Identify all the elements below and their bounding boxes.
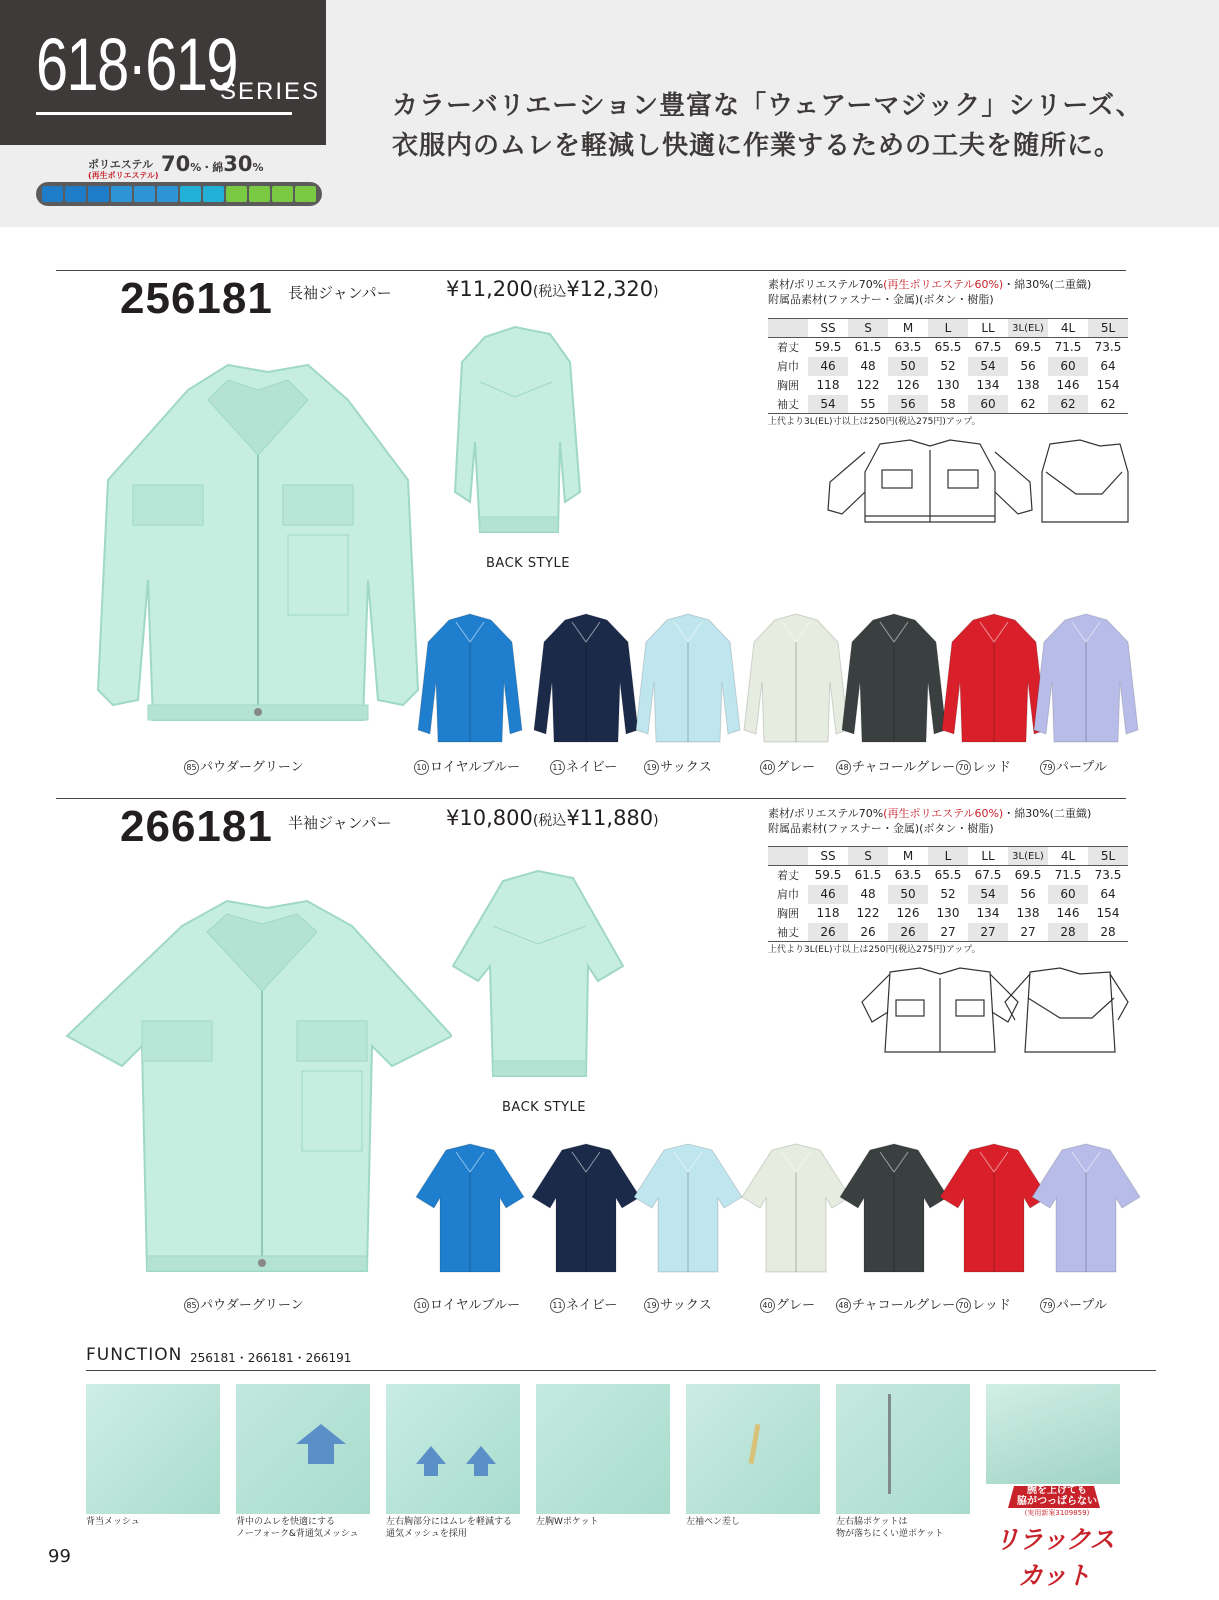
- size-cell: 55: [848, 395, 888, 414]
- size-cell: 69.5: [1014, 868, 1042, 883]
- tax-close: ): [653, 813, 659, 829]
- function-caption: [836, 1516, 944, 1540]
- size-cell: 64: [1100, 359, 1116, 373]
- size-cell: 48: [860, 887, 876, 901]
- headline-line-1: カラーバリエーション豊富な「ウェアーマジック」シリーズ、: [392, 91, 1143, 121]
- color-swatch-label: [760, 756, 815, 775]
- relax-cut-badge: [984, 1484, 1124, 1590]
- size-row-label: 胸囲: [777, 379, 799, 392]
- headline-line-2: 衣服内のムレを軽減し快適に作業するための工夫を随所に。: [392, 131, 1122, 161]
- color-swatch-jacket: [632, 1142, 744, 1274]
- size-cell: 67.5: [974, 868, 1002, 883]
- color-number: 79: [1040, 1298, 1055, 1313]
- product-code: 256181: [120, 274, 273, 323]
- color-name: グレー: [776, 1298, 816, 1313]
- size-cell: 138: [1016, 378, 1040, 392]
- fabric-ratio-bar: [36, 182, 322, 206]
- back-style-label: BACK STYLE: [502, 1100, 586, 1115]
- color-name: ネイビー: [566, 1298, 618, 1313]
- color-swatch-jacket: [632, 612, 744, 744]
- spec-a: 素材/ポリエステル70%: [768, 278, 884, 291]
- function-photo: [836, 1384, 970, 1514]
- size-cell: 54: [808, 395, 848, 414]
- color-name: サックス: [660, 1298, 712, 1313]
- size-cell: 122: [856, 906, 880, 920]
- color-swatch-label: [1040, 756, 1107, 775]
- color-number: 10: [414, 1298, 429, 1313]
- color-swatch-jacket: [1030, 612, 1142, 744]
- function-photo: [536, 1384, 670, 1514]
- size-cell: 134: [976, 378, 1000, 392]
- size-cell: 26: [888, 923, 928, 942]
- caption-line-2: 物が落ちにくい逆ポケット: [836, 1529, 944, 1539]
- fabric-segment-cotton: [295, 186, 316, 202]
- color-name: レッド: [972, 1298, 1011, 1313]
- size-cell: 61.5: [854, 868, 882, 883]
- color-number: 40: [760, 760, 775, 775]
- size-cell: 56: [1020, 887, 1036, 901]
- section-rule-2: [56, 798, 1126, 799]
- color-swatch-label: [644, 1294, 712, 1313]
- color-number: 70: [956, 1298, 971, 1313]
- function-photo: [386, 1384, 520, 1514]
- size-header: 5L: [1088, 319, 1128, 338]
- size-cell: 65.5: [934, 868, 962, 883]
- color-swatch-label: [956, 1294, 1011, 1313]
- color-swatch-jacket: [530, 612, 642, 744]
- function-title: FUNCTION: [86, 1345, 183, 1365]
- relax-line-2: 脇がつっぱらない: [1017, 1496, 1097, 1507]
- size-cell: 154: [1096, 906, 1120, 920]
- size-cell: 58: [928, 395, 968, 414]
- color-swatch-jacket: [740, 1142, 852, 1274]
- color-swatch-jacket: [414, 612, 526, 744]
- size-table: [768, 318, 1128, 414]
- size-row-label: 袖丈: [768, 395, 808, 414]
- size-cell: 60: [968, 395, 1008, 414]
- main-color-caption: [184, 1294, 304, 1313]
- fabric-segment-polyester: [203, 186, 224, 202]
- spec-b: ・綿30%(二重織): [1003, 807, 1092, 820]
- series-badge: [0, 0, 326, 145]
- size-cell: 67.5: [974, 340, 1002, 355]
- spec-line-2: 附属品素材(ファスナー・金属)(ボタン・樹脂): [768, 293, 994, 306]
- spec-red: (再生ポリエステル60%): [883, 807, 1004, 820]
- size-cell: 48: [860, 359, 876, 373]
- size-header: 5L: [1088, 847, 1128, 866]
- color-number: 40: [760, 1298, 775, 1313]
- fabric-percent: [161, 152, 264, 176]
- size-header: 4L: [1048, 319, 1088, 338]
- relax-patent: (実用新案3109859): [1024, 1509, 1090, 1517]
- function-rule: [86, 1370, 1156, 1371]
- fabric-segment-polyester: [111, 186, 132, 202]
- size-header: M: [888, 847, 928, 866]
- function-codes: 256181・266181・266191: [190, 1351, 352, 1365]
- size-cell: 71.5: [1054, 340, 1082, 355]
- color-name: パウダーグリーン: [200, 760, 304, 775]
- color-number: 48: [836, 1298, 851, 1313]
- side-pocket-zip: [888, 1394, 891, 1494]
- size-header: L: [928, 847, 968, 866]
- color-name: パープル: [1056, 760, 1107, 775]
- line-drawing-short: [860, 962, 1130, 1062]
- color-swatch-jacket: [1030, 1142, 1142, 1274]
- size-cell: 56: [1020, 359, 1036, 373]
- size-cell: 130: [936, 906, 960, 920]
- function-photo: [686, 1384, 820, 1514]
- color-swatch-label: [836, 756, 955, 775]
- tax-label: (税込: [532, 284, 567, 300]
- fabric-pct-b: 30: [223, 152, 253, 176]
- color-swatch-label: [414, 1294, 520, 1313]
- size-cell: 62: [1008, 395, 1048, 414]
- size-cell: 50: [888, 885, 928, 904]
- product-type: 半袖ジャンパー: [288, 814, 392, 832]
- size-cell: 46: [808, 885, 848, 904]
- series-underline: [36, 112, 292, 115]
- color-name: パープル: [1056, 1298, 1107, 1313]
- fabric-segment-polyester: [180, 186, 201, 202]
- size-cell: 52: [940, 359, 956, 373]
- color-swatch-label: [550, 756, 617, 775]
- fabric-segment-polyester: [134, 186, 155, 202]
- size-header: LL: [968, 319, 1008, 338]
- size-cell: 118: [816, 378, 840, 392]
- product-price: [446, 277, 659, 301]
- size-header: 4L: [1048, 847, 1088, 866]
- fabric-pct-sep: %・綿: [190, 161, 224, 174]
- size-cell: 54: [968, 885, 1008, 904]
- fabric-segment-polyester: [88, 186, 109, 202]
- size-cell: 61.5: [854, 340, 882, 355]
- function-caption: [386, 1516, 512, 1540]
- tax-close: ): [653, 284, 659, 300]
- line-drawing-long: [820, 432, 1140, 532]
- color-swatch-label: [760, 1294, 815, 1313]
- color-name: ネイビー: [566, 760, 618, 775]
- headline: [392, 86, 1143, 166]
- size-header-blank: [768, 319, 808, 338]
- series-word: SERIES: [220, 78, 321, 105]
- material-spec: [768, 277, 1091, 307]
- color-name: ロイヤルブルー: [430, 760, 520, 775]
- size-cell: 54: [968, 357, 1008, 376]
- caption-line-1: 背当メッシュ: [86, 1517, 140, 1527]
- color-name: パウダーグリーン: [200, 1298, 304, 1313]
- fabric-main: ポリエステル: [88, 158, 154, 171]
- size-header: M: [888, 319, 928, 338]
- caption-line-1: 左胸Wポケット: [536, 1517, 599, 1527]
- color-number: 10: [414, 760, 429, 775]
- color-swatch-jacket: [838, 612, 950, 744]
- color-number: 85: [184, 1298, 199, 1313]
- fabric-sub: (再生ポリエステル): [88, 171, 159, 180]
- size-cell: 146: [1056, 378, 1080, 392]
- color-swatch-label: [1040, 1294, 1107, 1313]
- size-row-label: 肩巾: [777, 888, 799, 901]
- color-name: チャコールグレー: [852, 760, 956, 775]
- relax-line-1: 腕を上げても: [1027, 1485, 1087, 1496]
- size-table: [768, 846, 1128, 942]
- caption-line-1: 左右胸部分にはムレを軽減する: [386, 1517, 513, 1527]
- product-code: 266181: [120, 802, 273, 851]
- size-header: SS: [808, 319, 848, 338]
- price-value: ¥11,200: [446, 277, 533, 301]
- jacket-back-short: [448, 866, 628, 1086]
- size-cell: 64: [1100, 887, 1116, 901]
- caption-line-1: 左袖ペン差し: [686, 1517, 741, 1527]
- relax-cut-text: [1014, 1485, 1100, 1507]
- color-swatch-label: [956, 756, 1011, 775]
- size-cell: 26: [808, 923, 848, 942]
- color-name: レッド: [972, 760, 1011, 775]
- color-swatch-label: [644, 756, 712, 775]
- color-swatch-jacket: [740, 612, 852, 744]
- caption-line-2: 通気メッシュを採用: [386, 1529, 467, 1539]
- size-cell: 52: [940, 887, 956, 901]
- fabric-segment-cotton: [226, 186, 247, 202]
- size-cell: 28: [1088, 923, 1128, 942]
- color-name: ロイヤルブルー: [430, 1298, 520, 1313]
- size-row-label: 着丈: [777, 341, 799, 355]
- size-cell: 118: [816, 906, 840, 920]
- size-header: 3L(EL): [1008, 847, 1048, 866]
- function-photo: [86, 1384, 220, 1514]
- size-cell: 62: [1048, 395, 1088, 414]
- size-cell: 60: [1048, 357, 1088, 376]
- size-header: S: [848, 847, 888, 866]
- function-caption: [86, 1516, 140, 1528]
- color-swatch-label: [414, 756, 520, 775]
- color-swatch-label: [550, 1294, 617, 1313]
- function-photo-relax: [986, 1384, 1120, 1484]
- size-note: 上代より3L(EL)寸以上は250円(税込275円)アップ。: [768, 417, 981, 427]
- spec-a: 素材/ポリエステル70%: [768, 807, 884, 820]
- size-cell: 71.5: [1054, 868, 1082, 883]
- size-cell: 62: [1088, 395, 1128, 414]
- caption-line-1: 左右脇ポケットは: [836, 1517, 908, 1527]
- size-cell: 126: [896, 906, 920, 920]
- size-cell: 27: [1008, 923, 1048, 942]
- series-number: 618·619: [36, 23, 237, 106]
- size-cell: 63.5: [894, 340, 922, 355]
- color-number: 19: [644, 760, 659, 775]
- color-name: サックス: [660, 760, 712, 775]
- airflow-arrow-icon: [386, 1384, 520, 1514]
- tax-label: (税込: [532, 813, 567, 829]
- main-color-caption: [184, 756, 304, 775]
- back-style-label: BACK STYLE: [486, 556, 570, 571]
- fabric-segment-polyester: [157, 186, 178, 202]
- page-number: 99: [48, 1546, 71, 1567]
- size-cell: 138: [1016, 906, 1040, 920]
- color-number: 85: [184, 760, 199, 775]
- size-row-label: 袖丈: [768, 923, 808, 942]
- jacket-main-short: [62, 896, 452, 1286]
- size-header-blank: [768, 847, 808, 866]
- spec-b: ・綿30%(二重織): [1003, 278, 1092, 291]
- fabric-segment-polyester: [42, 186, 63, 202]
- size-cell: 63.5: [894, 868, 922, 883]
- function-caption: [536, 1516, 598, 1528]
- spec-red: (再生ポリエステル60%): [883, 278, 1004, 291]
- product-type: 長袖ジャンパー: [288, 284, 392, 302]
- relax-logo: リラックスカット: [994, 1525, 1114, 1590]
- size-cell: 134: [976, 906, 1000, 920]
- tax-price: ¥12,320: [566, 277, 654, 301]
- size-cell: 73.5: [1094, 868, 1122, 883]
- color-number: 11: [550, 760, 565, 775]
- airflow-arrow-icon: [236, 1384, 370, 1514]
- fabric-pct-a: 70: [161, 152, 191, 176]
- size-row-label: 肩巾: [777, 360, 799, 373]
- size-row-label: 胸囲: [777, 907, 799, 920]
- fabric-segment-polyester: [65, 186, 86, 202]
- product-price: [446, 806, 659, 830]
- caption-line-2: ノーフォーク&背通気メッシュ: [236, 1529, 359, 1539]
- fabric-pct-end: %: [252, 161, 264, 174]
- color-number: 79: [1040, 760, 1055, 775]
- function-caption: [686, 1516, 740, 1528]
- size-cell: 46: [808, 357, 848, 376]
- caption-line-1: 背中のムレを快適にする: [236, 1517, 336, 1527]
- color-number: 19: [644, 1298, 659, 1313]
- size-cell: 122: [856, 378, 880, 392]
- size-cell: 65.5: [934, 340, 962, 355]
- fabric-segment-cotton: [249, 186, 270, 202]
- size-cell: 26: [848, 923, 888, 942]
- size-cell: 27: [968, 923, 1008, 942]
- size-cell: 126: [896, 378, 920, 392]
- size-cell: 130: [936, 378, 960, 392]
- size-note: 上代より3L(EL)寸以上は250円(税込275円)アップ。: [768, 945, 981, 955]
- function-photo: [236, 1384, 370, 1514]
- color-swatch-jacket: [530, 1142, 642, 1274]
- function-caption: [236, 1516, 359, 1540]
- size-cell: 60: [1048, 885, 1088, 904]
- pen-icon: [749, 1424, 761, 1464]
- size-cell: 59.5: [814, 868, 842, 883]
- size-header: SS: [808, 847, 848, 866]
- color-swatch-jacket: [414, 1142, 526, 1274]
- fabric-label: [88, 156, 159, 180]
- price-value: ¥10,800: [446, 806, 533, 830]
- size-cell: 69.5: [1014, 340, 1042, 355]
- color-name: グレー: [776, 760, 816, 775]
- jacket-main-long: [58, 360, 428, 740]
- color-swatch-jacket: [838, 1142, 950, 1274]
- fabric-segment-cotton: [272, 186, 293, 202]
- size-cell: 27: [928, 923, 968, 942]
- jacket-back-long: [440, 322, 590, 542]
- size-header: 3L(EL): [1008, 319, 1048, 338]
- color-number: 48: [836, 760, 851, 775]
- size-header: L: [928, 319, 968, 338]
- color-swatch-label: [836, 1294, 955, 1313]
- spec-line-2: 附属品素材(ファスナー・金属)(ボタン・樹脂): [768, 822, 994, 835]
- section-rule-1: [56, 270, 1126, 271]
- material-spec: [768, 806, 1091, 836]
- size-row-label: 着丈: [777, 869, 799, 883]
- size-cell: 59.5: [814, 340, 842, 355]
- size-cell: 50: [888, 357, 928, 376]
- size-cell: 73.5: [1094, 340, 1122, 355]
- size-cell: 154: [1096, 378, 1120, 392]
- size-header: LL: [968, 847, 1008, 866]
- color-number: 70: [956, 760, 971, 775]
- size-header: S: [848, 319, 888, 338]
- size-cell: 28: [1048, 923, 1088, 942]
- color-number: 11: [550, 1298, 565, 1313]
- color-name: チャコールグレー: [852, 1298, 956, 1313]
- tax-price: ¥11,880: [566, 806, 654, 830]
- size-cell: 146: [1056, 906, 1080, 920]
- size-cell: 56: [888, 395, 928, 414]
